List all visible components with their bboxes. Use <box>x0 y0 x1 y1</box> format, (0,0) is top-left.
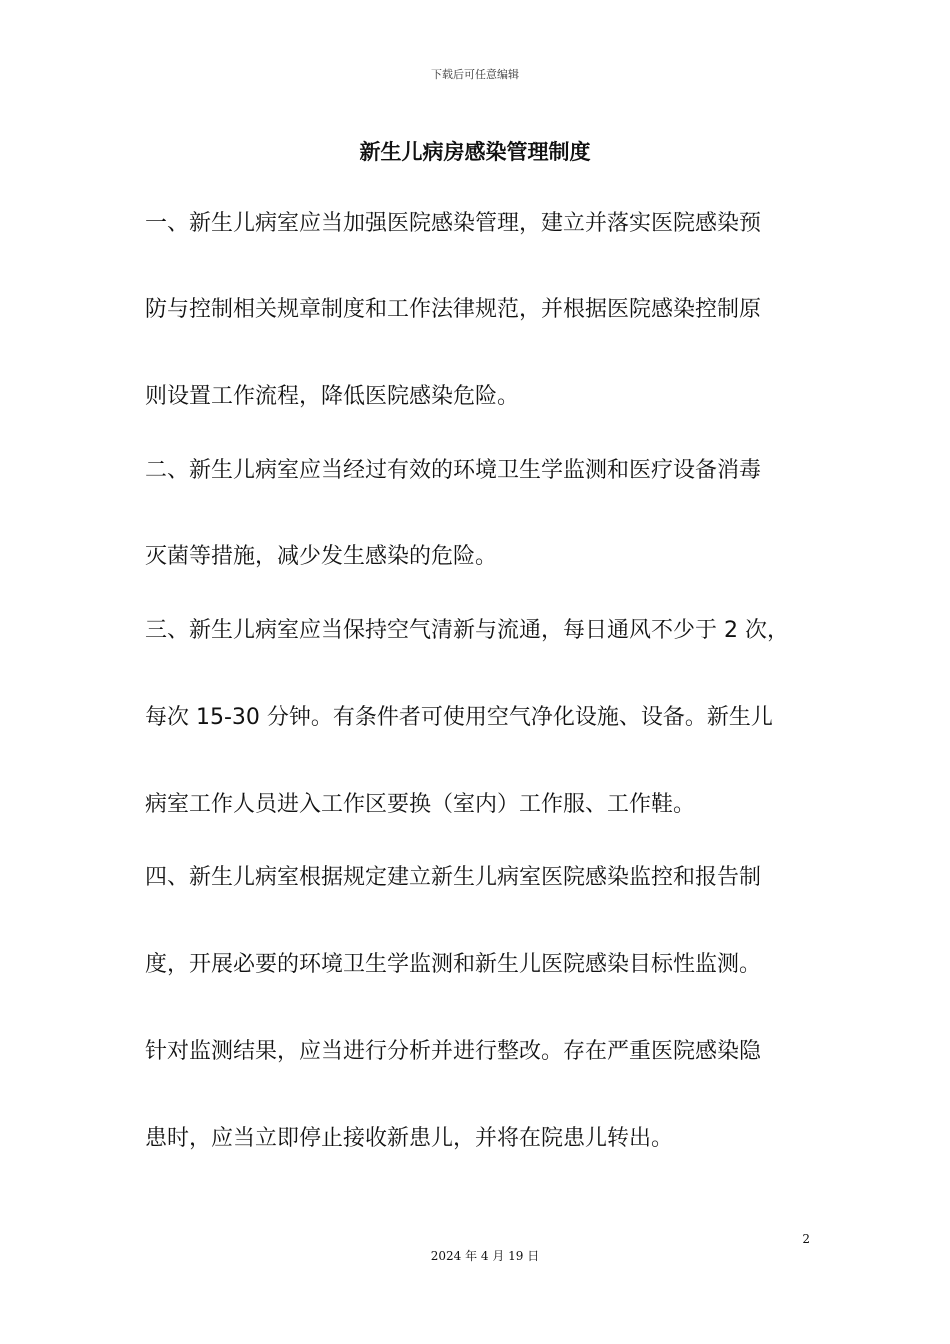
body-line: 度，开展必要的环境卫生学监测和新生儿医院感染目标性监测。 <box>145 952 762 977</box>
document-title: 新生儿病房感染管理制度 <box>359 140 591 164</box>
body-line: 灭菌等措施，减少发生感染的危险。 <box>145 544 498 569</box>
page-number: 2 <box>802 1232 810 1246</box>
body-line: 患时，应当立即停止接收新患儿，并将在院患儿转出。 <box>145 1126 674 1151</box>
body-line: 二、新生儿病室应当经过有效的环境卫生学监测和医疗设备消毒 <box>145 458 762 483</box>
body-line: 防与控制相关规章制度和工作法律规范，并根据医院感染控制原 <box>145 297 762 322</box>
body-line: 则设置工作流程，降低医院感染危险。 <box>145 384 520 409</box>
body-line: 一、新生儿病室应当加强医院感染管理，建立并落实医院感染预 <box>145 211 762 236</box>
header-note: 下载后可任意编辑 <box>431 68 519 81</box>
footer-date: 2024 年 4 月 19 日 <box>430 1249 540 1263</box>
body-line: 三、新生儿病室应当保持空气清新与流通，每日通风不少于 2 次， <box>145 618 789 643</box>
body-line: 针对监测结果，应当进行分析并进行整改。存在严重医院感染隐 <box>145 1039 762 1064</box>
body-line: 每次 15-30 分钟。有条件者可使用空气净化设施、设备。新生儿 <box>145 705 773 730</box>
body-line: 病室工作人员进入工作区要换（室内）工作服、工作鞋。 <box>145 792 696 817</box>
body-line: 四、新生儿病室根据规定建立新生儿病室医院感染监控和报告制 <box>145 865 762 890</box>
